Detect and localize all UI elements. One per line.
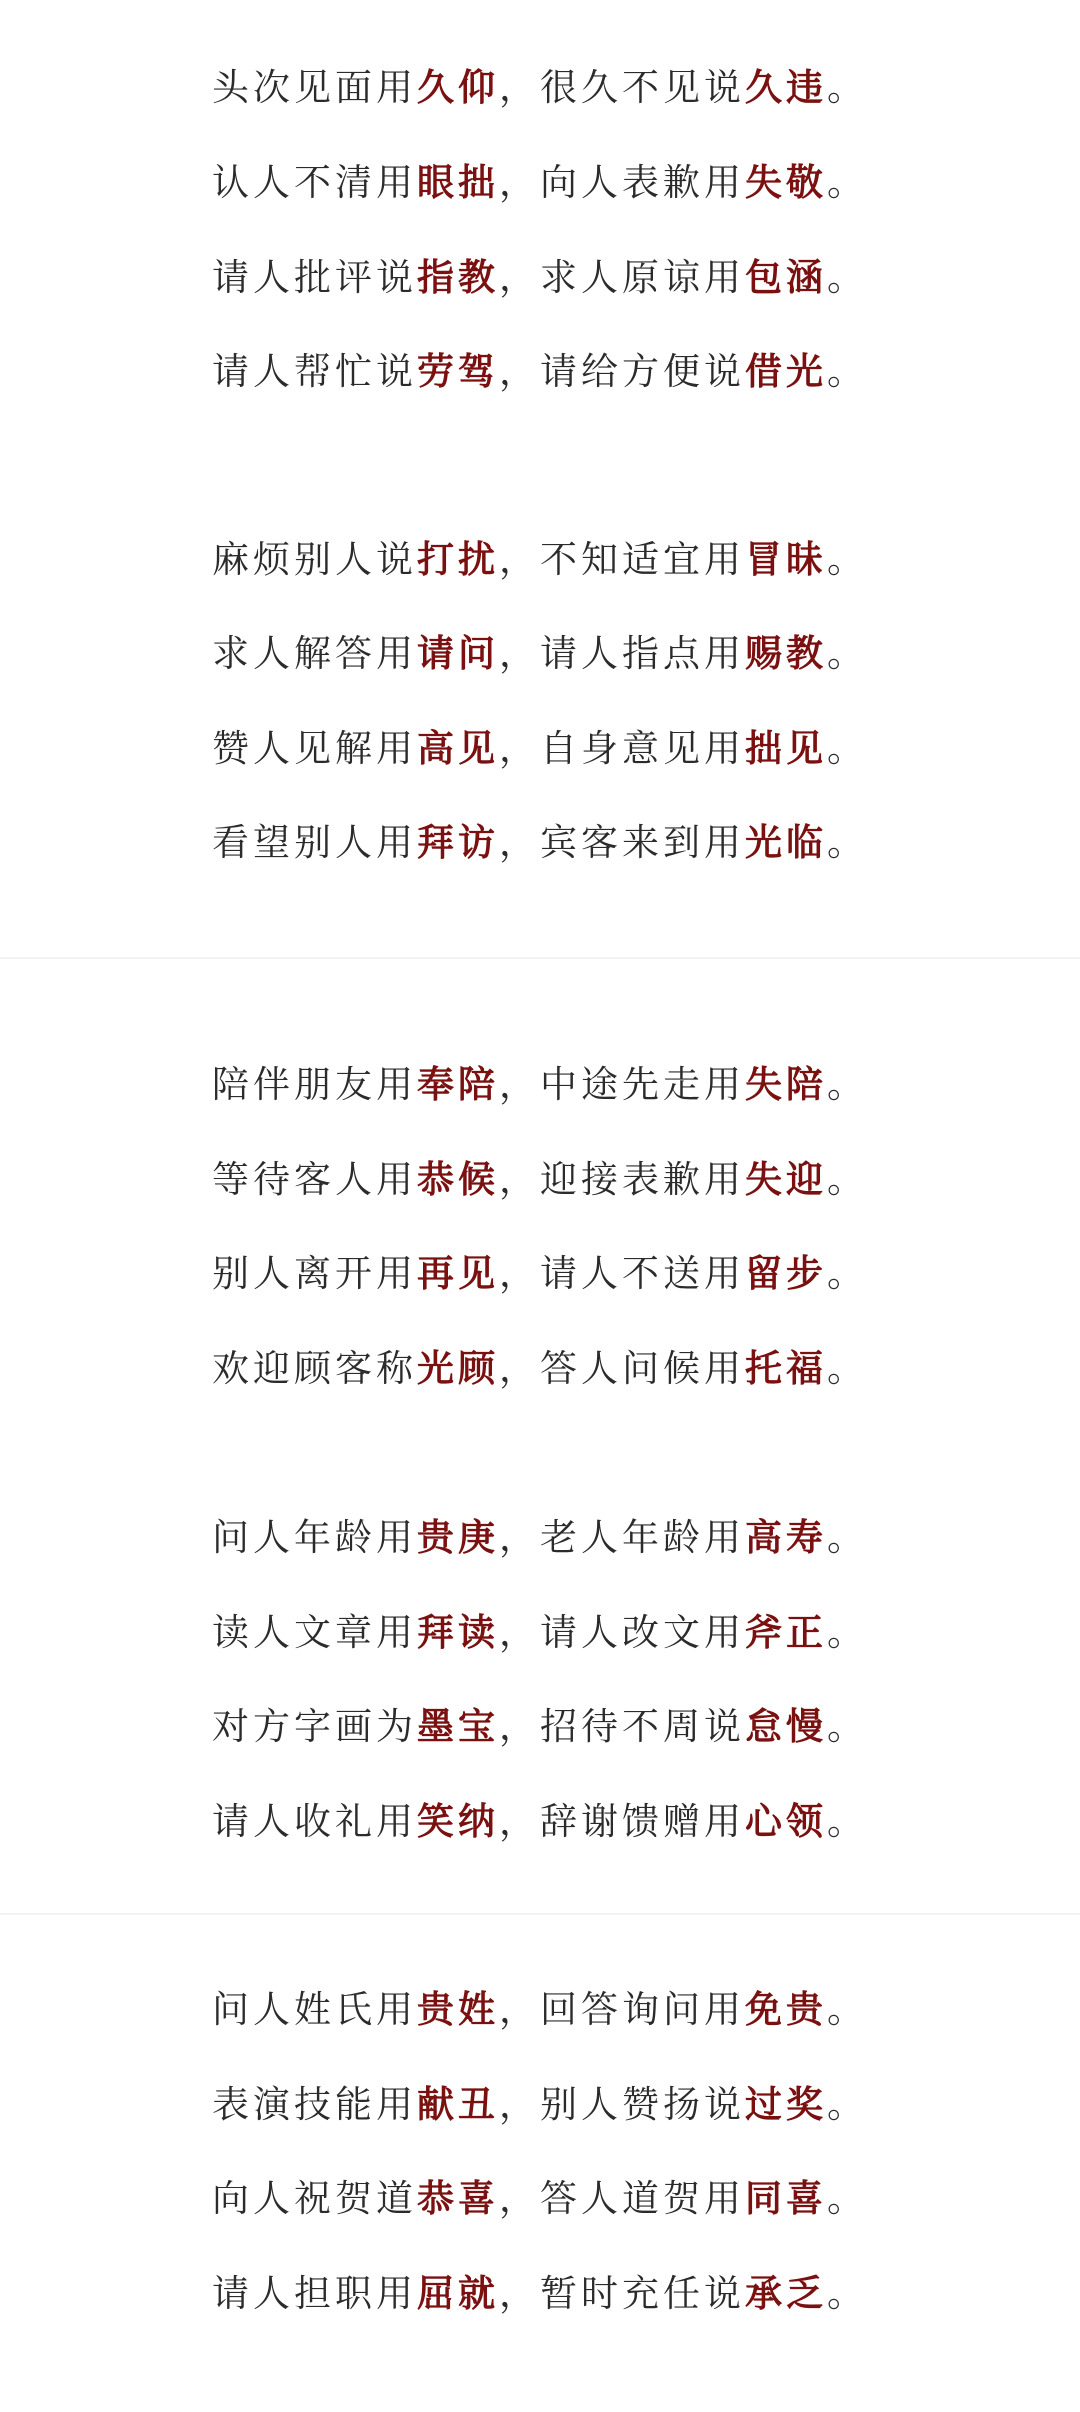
phrase-keyword: 墨宝 <box>417 1705 499 1748</box>
phrase-keyword: 失陪 <box>745 1063 827 1106</box>
phrase-text: 请人帮忙说 <box>212 350 417 393</box>
phrase-keyword: 高寿 <box>745 1516 827 1559</box>
phrase-text: ，迎接表歉用 <box>499 1158 745 1201</box>
phrase-line <box>212 1603 1012 1663</box>
phrase-keyword: 恭候 <box>417 1158 499 1201</box>
phrase-keyword: 高见 <box>417 727 499 770</box>
phrase-line <box>212 1980 1012 2040</box>
phrase-text: ，很久不见说 <box>499 66 745 109</box>
phrase-punct: 。 <box>827 1800 868 1843</box>
phrase-line <box>212 530 1012 590</box>
phrase-keyword: 打扰 <box>417 538 499 581</box>
phrase-text: 向人祝贺道 <box>212 2177 417 2220</box>
phrase-line <box>212 719 1012 779</box>
phrase-text: 表演技能用 <box>212 2083 417 2126</box>
phrase-text: 等待客人用 <box>212 1158 417 1201</box>
phrase-text: ，宾客来到用 <box>499 821 745 864</box>
phrase-punct: 。 <box>827 821 868 864</box>
phrase-punct: 。 <box>827 1063 868 1106</box>
phrase-keyword: 献丑 <box>417 2083 499 2126</box>
section-divider <box>0 957 1080 959</box>
phrase-keyword: 怠慢 <box>745 1705 827 1748</box>
phrase-punct: 。 <box>827 727 868 770</box>
phrase-keyword: 过奖 <box>745 2083 827 2126</box>
phrase-keyword: 拜读 <box>417 1611 499 1654</box>
phrase-text: ，辞谢馈赠用 <box>499 1800 745 1843</box>
phrase-keyword: 失敬 <box>745 161 827 204</box>
phrase-line <box>212 1792 1012 1852</box>
phrase-keyword: 久违 <box>745 66 827 109</box>
phrase-line <box>212 1055 1012 1115</box>
phrase-text: ，别人赞扬说 <box>499 2083 745 2126</box>
phrase-line <box>212 1244 1012 1304</box>
phrase-text: ，中途先走用 <box>499 1063 745 1106</box>
phrase-punct: 。 <box>827 1347 868 1390</box>
phrase-keyword: 光临 <box>745 821 827 864</box>
phrase-punct: 。 <box>827 66 868 109</box>
phrase-keyword: 奉陪 <box>417 1063 499 1106</box>
phrase-punct: 。 <box>827 161 868 204</box>
phrase-text: 别人离开用 <box>212 1252 417 1295</box>
phrase-text: ，请人指点用 <box>499 632 745 675</box>
phrase-text: 欢迎顾客称 <box>212 1347 417 1390</box>
phrase-line <box>212 248 1012 308</box>
phrase-text: ，答人道贺用 <box>499 2177 745 2220</box>
phrase-punct: 。 <box>827 632 868 675</box>
phrase-text: ，向人表歉用 <box>499 161 745 204</box>
phrase-line <box>212 153 1012 213</box>
phrase-punct: 。 <box>827 1252 868 1295</box>
phrase-text: ，答人问候用 <box>499 1347 745 1390</box>
phrase-text: ，回答询问用 <box>499 1988 745 2031</box>
phrase-keyword: 久仰 <box>417 66 499 109</box>
phrase-keyword: 同喜 <box>745 2177 827 2220</box>
phrase-keyword: 借光 <box>745 350 827 393</box>
phrase-line <box>212 1697 1012 1757</box>
phrase-keyword: 指教 <box>417 256 499 299</box>
phrase-text: 认人不清用 <box>212 161 417 204</box>
section-divider <box>0 1913 1080 1915</box>
phrase-text: ，不知适宜用 <box>499 538 745 581</box>
phrase-line <box>212 2264 1012 2324</box>
phrase-text: 请人收礼用 <box>212 1800 417 1843</box>
phrase-punct: 。 <box>827 350 868 393</box>
phrase-line <box>212 342 1012 402</box>
phrase-punct: 。 <box>827 1988 868 2031</box>
phrase-text: ，请给方便说 <box>499 350 745 393</box>
phrase-punct: 。 <box>827 2177 868 2220</box>
phrase-punct: 。 <box>827 1611 868 1654</box>
phrase-keyword: 包涵 <box>745 256 827 299</box>
phrase-keyword: 斧正 <box>745 1611 827 1654</box>
phrase-punct: 。 <box>827 1158 868 1201</box>
phrase-line <box>212 624 1012 684</box>
phrase-keyword: 屈就 <box>417 2272 499 2315</box>
phrase-keyword: 光顾 <box>417 1347 499 1390</box>
phrase-line <box>212 1150 1012 1210</box>
phrase-punct: 。 <box>827 1705 868 1748</box>
phrase-keyword: 赐教 <box>745 632 827 675</box>
phrase-text: ，招待不周说 <box>499 1705 745 1748</box>
phrase-keyword: 免贵 <box>745 1988 827 2031</box>
phrase-line <box>212 1339 1012 1399</box>
phrase-text: ，暂时充任说 <box>499 2272 745 2315</box>
phrase-line <box>212 2169 1012 2229</box>
phrase-keyword: 贵庚 <box>417 1516 499 1559</box>
phrase-text: 头次见面用 <box>212 66 417 109</box>
phrase-punct: 。 <box>827 1516 868 1559</box>
phrase-text: 请人担职用 <box>212 2272 417 2315</box>
phrase-text: ，请人不送用 <box>499 1252 745 1295</box>
phrase-punct: 。 <box>827 538 868 581</box>
phrase-keyword: 留步 <box>745 1252 827 1295</box>
phrase-keyword: 眼拙 <box>417 161 499 204</box>
phrase-text: 问人姓氏用 <box>212 1988 417 2031</box>
phrase-keyword: 失迎 <box>745 1158 827 1201</box>
phrase-keyword: 承乏 <box>745 2272 827 2315</box>
phrase-text: ，自身意见用 <box>499 727 745 770</box>
phrase-punct: 。 <box>827 256 868 299</box>
phrase-text: 陪伴朋友用 <box>212 1063 417 1106</box>
phrase-text: 对方字画为 <box>212 1705 417 1748</box>
phrase-keyword: 冒昧 <box>745 538 827 581</box>
phrase-text: 问人年龄用 <box>212 1516 417 1559</box>
phrase-keyword: 心领 <box>745 1800 827 1843</box>
phrase-keyword: 劳驾 <box>417 350 499 393</box>
phrase-text: ，老人年龄用 <box>499 1516 745 1559</box>
phrase-text: ，求人原谅用 <box>499 256 745 299</box>
phrase-line <box>212 2075 1012 2135</box>
phrase-punct: 。 <box>827 2083 868 2126</box>
phrase-line <box>212 813 1012 873</box>
phrase-text: 赞人见解用 <box>212 727 417 770</box>
phrase-keyword: 拙见 <box>745 727 827 770</box>
phrase-line <box>212 1508 1012 1568</box>
phrase-keyword: 拜访 <box>417 821 499 864</box>
phrase-text: 请人批评说 <box>212 256 417 299</box>
phrase-keyword: 贵姓 <box>417 1988 499 2031</box>
phrase-keyword: 恭喜 <box>417 2177 499 2220</box>
phrase-text: 求人解答用 <box>212 632 417 675</box>
phrase-keyword: 托福 <box>745 1347 827 1390</box>
phrase-punct: 。 <box>827 2272 868 2315</box>
phrase-text: 麻烦别人说 <box>212 538 417 581</box>
phrase-line <box>212 58 1012 118</box>
phrase-keyword: 请问 <box>417 632 499 675</box>
phrase-keyword: 再见 <box>417 1252 499 1295</box>
phrase-text: 读人文章用 <box>212 1611 417 1654</box>
phrase-text: 看望别人用 <box>212 821 417 864</box>
phrase-text: ，请人改文用 <box>499 1611 745 1654</box>
phrase-keyword: 笑纳 <box>417 1800 499 1843</box>
